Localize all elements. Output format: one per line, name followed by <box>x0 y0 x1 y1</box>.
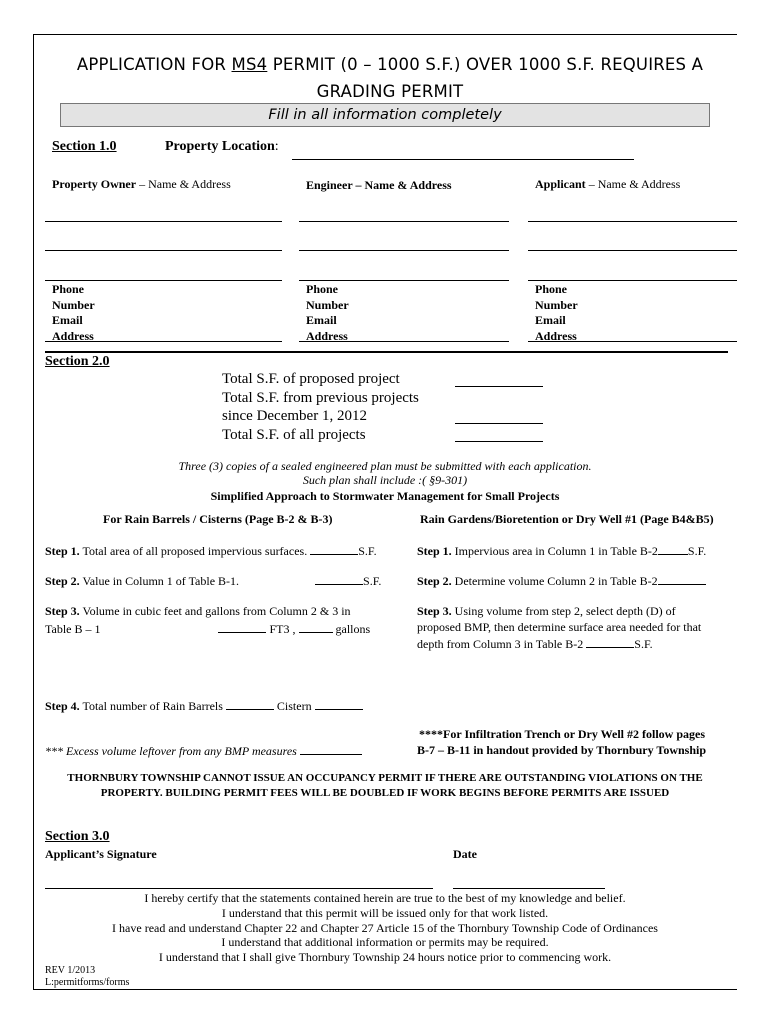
l-step3-gallons-field[interactable] <box>299 620 333 633</box>
owner-address-field-1[interactable] <box>45 250 282 251</box>
left-step1: Step 1. Total area of all proposed impervious surfaces. S.F. <box>45 544 377 558</box>
fill-in-banner: Fill in all information completely <box>60 103 710 127</box>
occupancy-warning: THORNBURY TOWNSHIP CANNOT ISSUE AN OCCUPANCY PERMIT IF THERE ARE OUTSTANDING VIOLATIONS ON THE PROPERTY. BUILDING PERMIT FEES WILL BE DOUBLED IF WORK BEGINS BEFORE PERMITS ARE ISSUED <box>67 772 703 799</box>
left-step3: Step 3. Volume in cubic feet and gallons from Column 2 & 3 in Table B – 1 FT3 , gallons <box>45 604 371 636</box>
form-title-line2: GRADING PERMIT <box>316 82 464 101</box>
section-divider <box>45 351 728 353</box>
cistern-field[interactable] <box>315 697 363 710</box>
property-location-label: Property Location: <box>165 139 279 154</box>
l-step2-field[interactable] <box>315 572 363 585</box>
excess-volume-field[interactable] <box>300 742 362 755</box>
engineer-label: Engineer – Name & Address <box>306 178 452 192</box>
section3-heading: Section 3.0 <box>45 829 110 844</box>
section1-heading: Section 1.0 <box>52 139 117 154</box>
engineer-address-field-2[interactable] <box>299 280 509 281</box>
owner-contact-labels: Phone Number Email Address <box>52 282 95 343</box>
infiltration-note: ****For Infiltration Trench or Dry Well #2 follow pages B-7 – B-11 in handout provided by Thornbury Township <box>417 727 707 757</box>
engineer-address-field-1[interactable] <box>299 250 509 251</box>
ms4-term: MS4 <box>231 55 268 74</box>
left-step2: Step 2. Value in Column 1 of Table B-1. S.F. <box>45 574 382 588</box>
l-step1-field[interactable] <box>310 542 358 555</box>
date-field[interactable] <box>453 888 605 889</box>
signature-field[interactable] <box>45 888 433 889</box>
l-step3-ft3-field[interactable] <box>218 620 266 633</box>
rain-gardens-heading: Rain Gardens/Bioretention or Dry Well #1 (Page B4&B5) <box>420 512 714 526</box>
rain-barrels-heading: For Rain Barrels / Cisterns (Page B-2 & B-3) <box>103 512 333 526</box>
engineer-contact-labels: Phone Number Email Address <box>306 282 349 343</box>
applicant-contact-labels: Phone Number Email Address <box>535 282 578 343</box>
engineer-name-field[interactable] <box>299 221 509 222</box>
revision-label: REV 1/2013 <box>45 965 96 976</box>
total-previous-field[interactable] <box>455 423 543 424</box>
rain-barrels-field[interactable] <box>226 697 274 710</box>
sf-totals-labels: Total S.F. of proposed project Total S.F. from previous projects since December 1, 2012 Total S.F. of all projects <box>222 371 419 443</box>
applicant-name-field[interactable] <box>528 221 737 222</box>
section2-heading: Section 2.0 <box>45 354 110 369</box>
form-footer <box>45 965 129 989</box>
right-step3: Step 3. Using volume from step 2, select depth (D) of proposed BMP, then determine surface area needed for that depth from Column 3 in Table B-2 S.F. <box>417 604 702 651</box>
owner-name-field[interactable] <box>45 221 282 222</box>
property-owner-label: Property Owner – Name & Address <box>52 177 231 191</box>
total-all-field[interactable] <box>455 441 543 442</box>
r-step2-field[interactable] <box>658 572 706 585</box>
date-label: Date <box>453 847 477 861</box>
right-step1: Step 1. Impervious area in Column 1 in Table B-2 S.F. <box>417 544 707 558</box>
applicant-address-field-1[interactable] <box>528 250 737 251</box>
total-proposed-field[interactable] <box>455 386 543 387</box>
owner-address-field-2[interactable] <box>45 280 282 281</box>
right-step2: Step 2. Determine volume Column 2 in Table B-2 <box>417 572 706 589</box>
simplified-approach-heading: Simplified Approach to Stormwater Management for Small Projects <box>210 489 560 503</box>
plan-note: Such plan shall include :( §9-301) <box>302 473 468 487</box>
applicant-label: Applicant – Name & Address <box>535 177 681 191</box>
r-step3-field[interactable] <box>586 635 634 648</box>
property-location-field[interactable] <box>292 159 634 160</box>
certification-text: I hereby certify that the statements contained herein are true to the best of my knowledge and belief. I understand that this permit will be issued only for that work listed. I have read and understand Chapter 22 and Chapter 27 Article 15 of the Thornbury Township Code of Ordinances I understand that additional information or permits may be required. I understand that I shall give Thornbury Township 24 hours notice prior to commencing work. <box>112 891 658 965</box>
r-step1-field[interactable] <box>658 542 688 555</box>
left-step4: Step 4. Total number of Rain Barrels Cistern <box>45 697 363 714</box>
form-title-line1: APPLICATION FOR MS4 PERMIT (0 – 1000 S.F.) OVER 1000 S.F. REQUIRES A <box>76 55 704 74</box>
excess-volume-note: *** Excess volume leftover from any BMP measures <box>45 742 362 759</box>
copies-note: Three (3) copies of a sealed engineered plan must be submitted with each application. <box>178 459 592 473</box>
applicant-signature-label: Applicant’s Signature <box>45 847 157 861</box>
form-path: L:permitforms/forms <box>45 977 130 988</box>
applicant-address-field-2[interactable] <box>528 280 737 281</box>
